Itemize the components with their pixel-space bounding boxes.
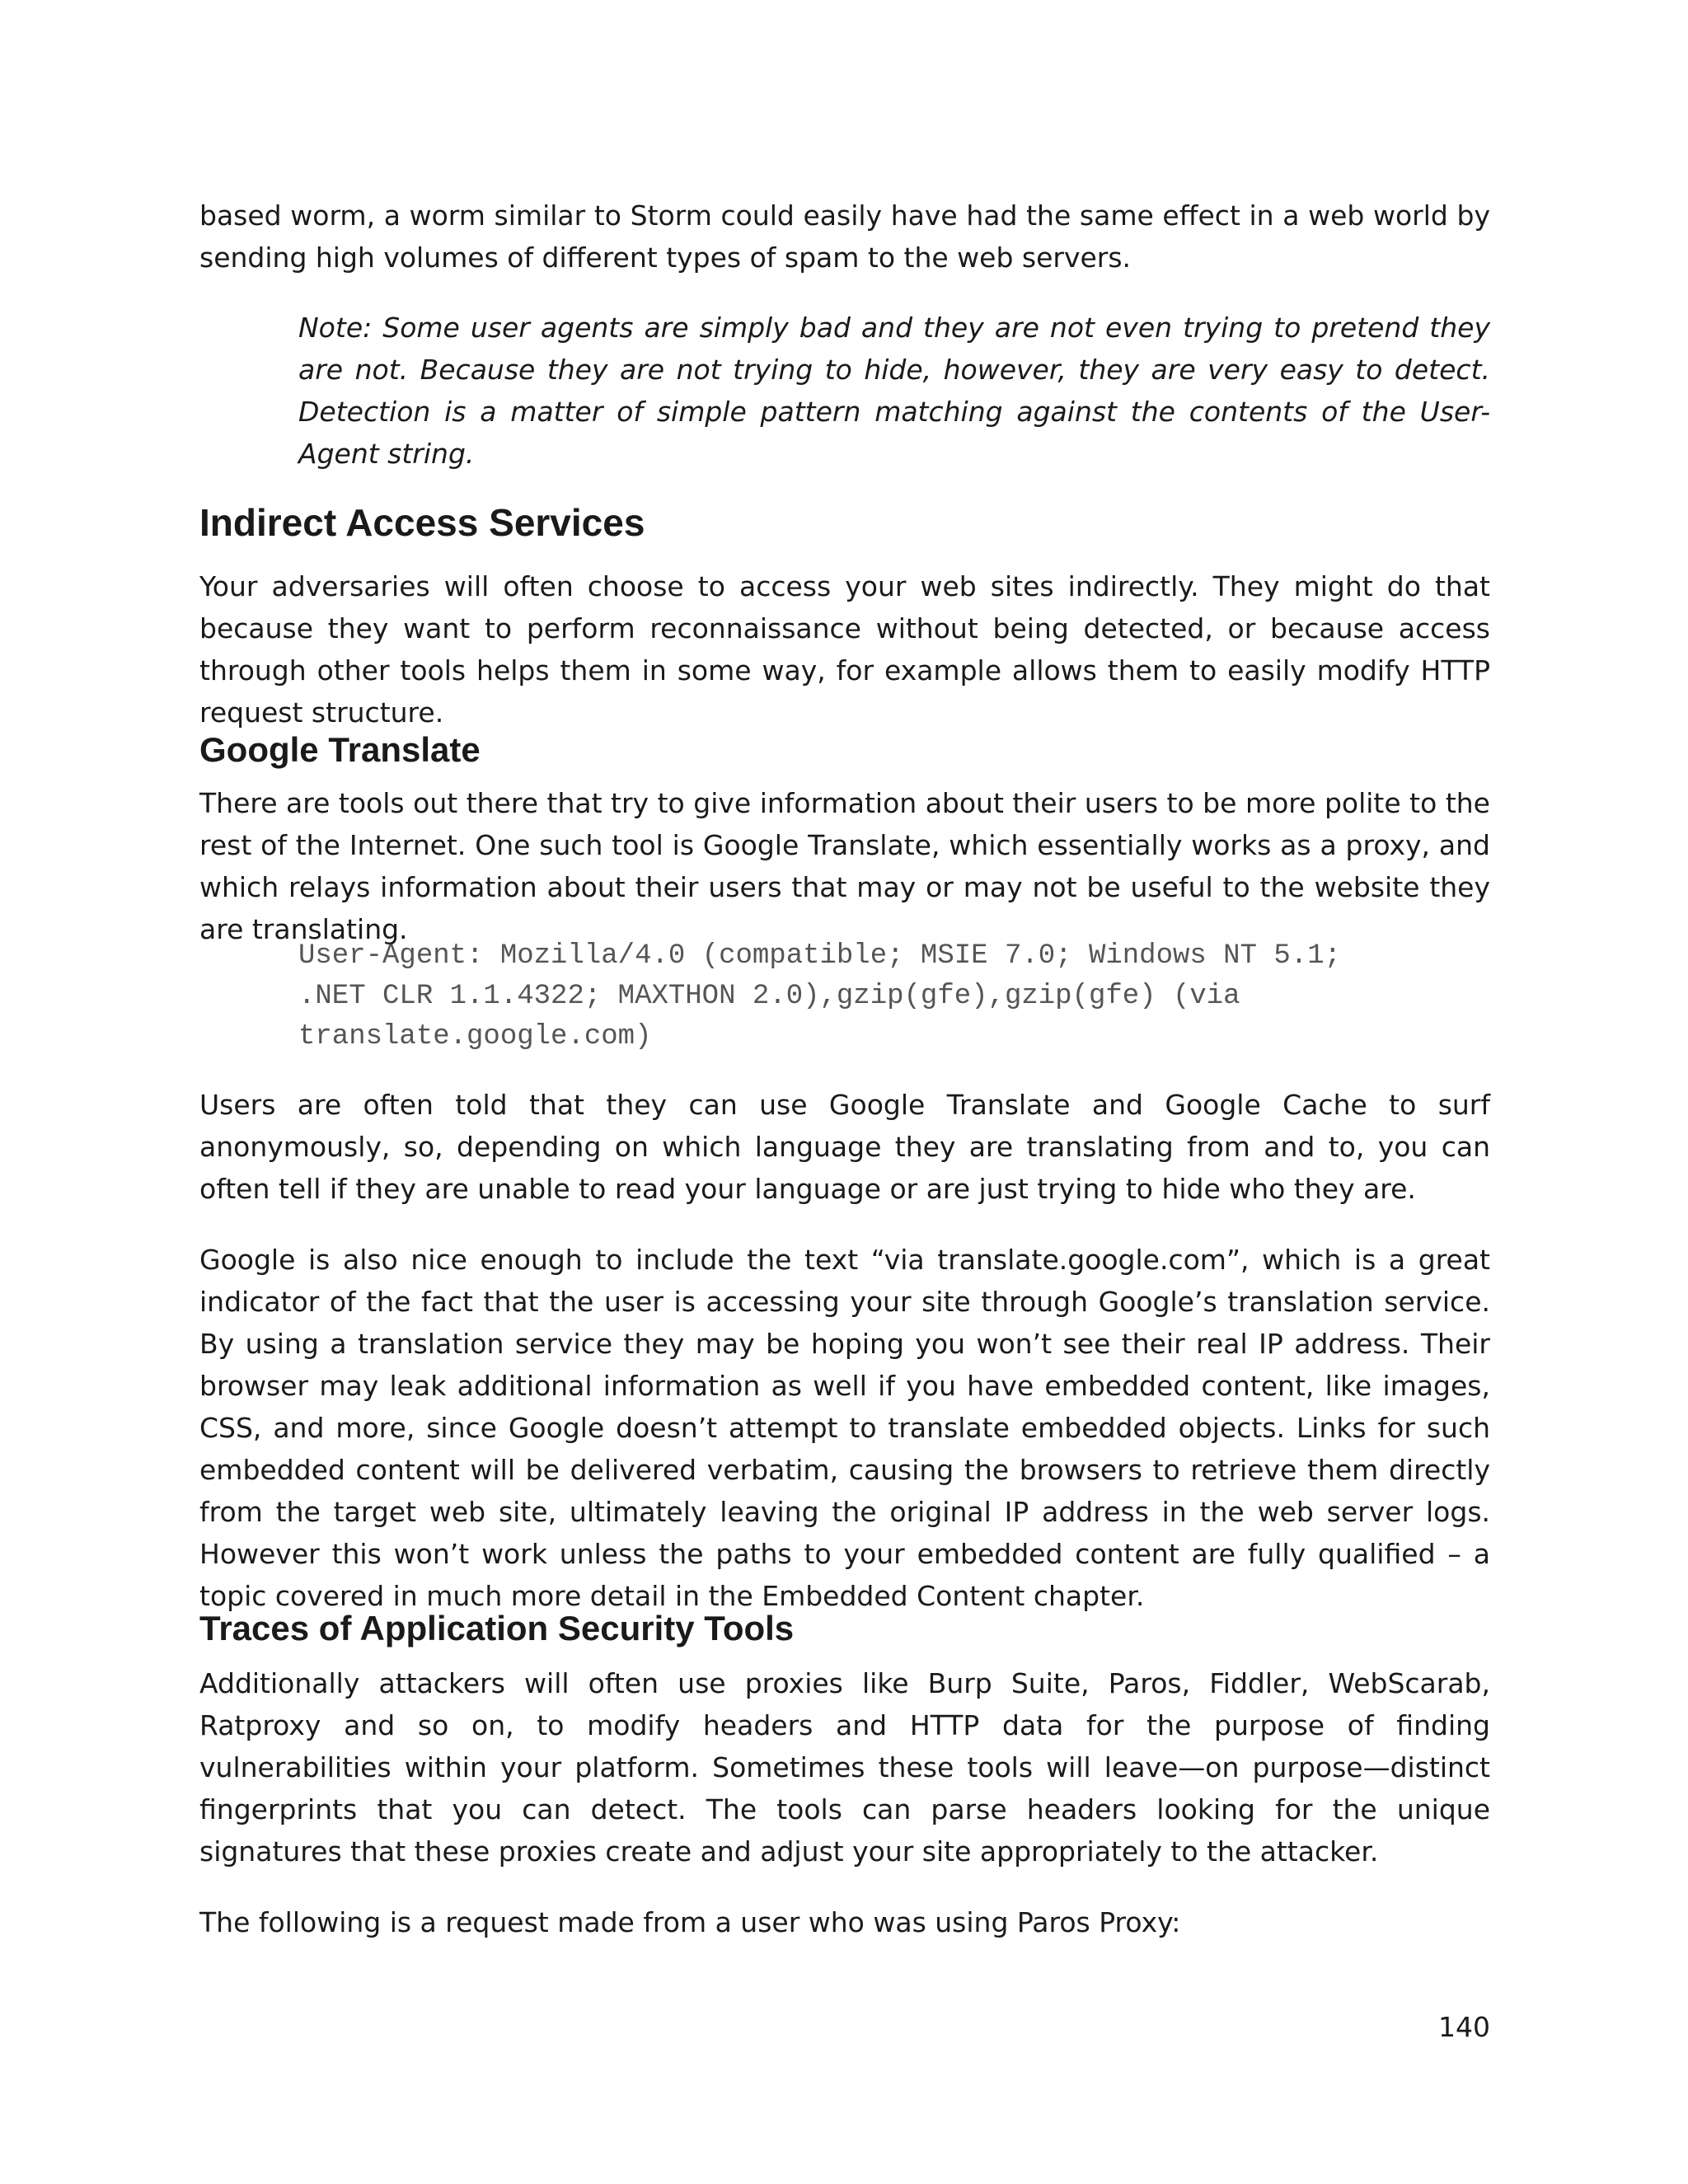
section-heading-indirect-access: Indirect Access Services (199, 501, 645, 544)
traces-paragraph-2: The following is a request made from a user who was using Paros Proxy: (199, 1906, 1181, 1938)
page-number: 140 (1438, 2011, 1490, 2043)
section-heading-traces-security-tools: Traces of Application Security Tools (199, 1609, 795, 1647)
google-translate-paragraph-3: Google is also nice enough to include the text “via translate.google.com”, which is a great indicator of the fact that the user is accessing your site through Google’s translation service. By using a translation service they may be hoping you won’t see their real IP address. Their browser may leak additional information as well if you have embedded content, like images, CSS, and more, since Google doesn’t attempt to translate embedded objects. Links for such embedded content will be delivered verbatim, causing the browsers to retrieve them directly from the target web site, ultimately leaving the original IP address in the web server logs. However this won’t work unless the paths to your embedded content are fully qualified – a topic covered in much more detail in the Embedded Content chapter. (199, 1244, 1490, 1612)
intro-paragraph: based worm, a worm similar to Storm could easily have had the same effect in a web world by sending high volumes of different types of spam to the web servers. (199, 199, 1490, 274)
section-heading-google-translate: Google Translate (199, 730, 481, 769)
user-agent-code-block: User-Agent: Mozilla/4.0 (compatible; MSIE 7.0; Windows NT 5.1; .NET CLR 1.1.4322; MAXTHON 2.0),gzip(gfe),gzip(gfe) (via translate.google.com) (298, 940, 1342, 1052)
note-paragraph: Note: Some user agents are simply bad and they are not even trying to pretend they are not. Because they are not trying to hide, however, they are very easy to detect. Detection is a matter of simple pattern matching against the contents of the User-Agent string. (298, 312, 1490, 470)
google-translate-paragraph-2: Users are often told that they can use Google Translate and Google Cache to surf anonymously, so, depending on which language they are translating from and to, you can often tell if they are unable to read your language or are just trying to hide who they are. (199, 1089, 1490, 1205)
google-translate-paragraph-1: There are tools out there that try to give information about their users to be more polite to the rest of the Internet. One such tool is Google Translate, which essentially works as a proxy, and which relays information about their users that may or may not be useful to the website they are translating. (199, 787, 1490, 945)
traces-paragraph-1: Additionally attackers will often use proxies like Burp Suite, Paros, Fiddler, WebScarab, Ratproxy and so on, to modify headers and HTTP data for the purpose of finding vulnerabilities within your platform. Sometimes these tools will leave—on purpose—distinct fingerprints that you can detect. The tools can parse headers looking for the unique signatures that these proxies create and adjust your site appropriately to the attacker. (199, 1667, 1490, 1868)
indirect-access-paragraph: Your adversaries will often choose to access your web sites indirectly. They might do that because they want to perform reconnaissance without being detected, or because access through other tools helps them in some way, for example allows them to easily modify HTTP request structure. (199, 570, 1490, 729)
